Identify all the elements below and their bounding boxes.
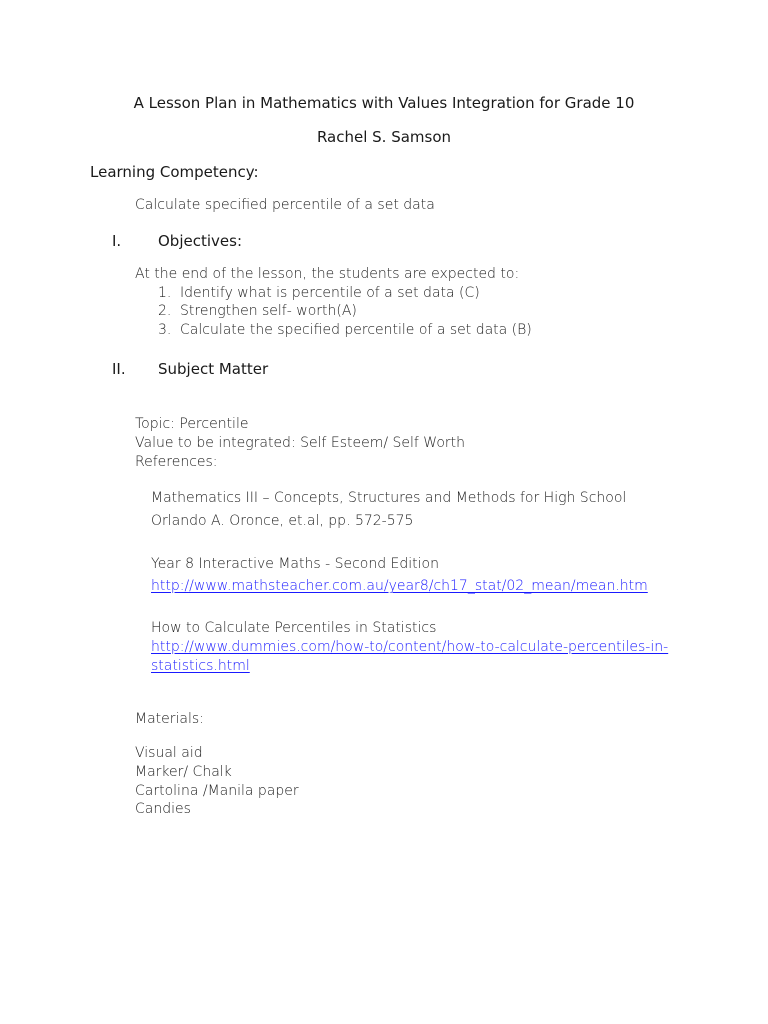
objectives-intro: At the end of the lesson, the students are expected to: [135,266,520,282]
objective-item [158,303,357,319]
materials-label: Materials: [135,711,204,727]
objective-item-number: 1. [158,285,172,301]
reference-2-link[interactable]: http://www.mathsteacher.com.au/year8/ch17_stat/02_mean/mean.htm [151,578,648,594]
objective-item-text: Calculate the specified percentile of a set data (B) [180,322,532,338]
objectives-numeral: I. [112,232,122,250]
learning-competency-text: Calculate specified percentile of a set data [135,197,435,213]
reference-3-title: How to Calculate Percentiles in Statistics [151,620,437,636]
objective-item-text: Identify what is percentile of a set data (C) [180,285,480,301]
topic-text: Topic: Percentile [135,416,249,432]
objective-item [158,285,480,301]
reference-3-link[interactable]: http://www.dummies.com/how-to/content/how-to-calculate-percentiles-in- [151,639,669,655]
material-item: Cartolina /Manila paper [135,783,299,799]
material-item: Candies [135,801,191,817]
objective-item-number: 2. [158,303,172,319]
value-text: Value to be integrated: Self Esteem/ Self Worth [135,435,466,451]
objectives-heading: Objectives: [158,232,242,250]
subject-matter-numeral: II. [112,360,126,378]
material-item: Marker/ Chalk [135,764,232,780]
learning-competency-heading: Learning Competency: [90,163,259,181]
subject-matter-heading: Subject Matter [158,360,269,378]
document-author: Rachel S. Samson [316,128,452,146]
document-title: A Lesson Plan in Mathematics with Values Integration for Grade 10 [133,94,635,112]
objective-item [158,322,532,338]
reference-1-title: Mathematics III – Concepts, Structures and Methods for High School [151,490,627,506]
objective-item-text: Strengthen self- worth(A) [180,303,357,319]
reference-2-title: Year 8 Interactive Maths - Second Edition [151,556,439,572]
reference-1-author: Orlando A. Oronce, et.al, pp. 572-575 [151,513,414,529]
objective-item-number: 3. [158,322,172,338]
reference-3-link-continued[interactable]: statistics.html [151,658,250,674]
references-label: References: [135,454,218,470]
material-item: Visual aid [135,745,203,761]
